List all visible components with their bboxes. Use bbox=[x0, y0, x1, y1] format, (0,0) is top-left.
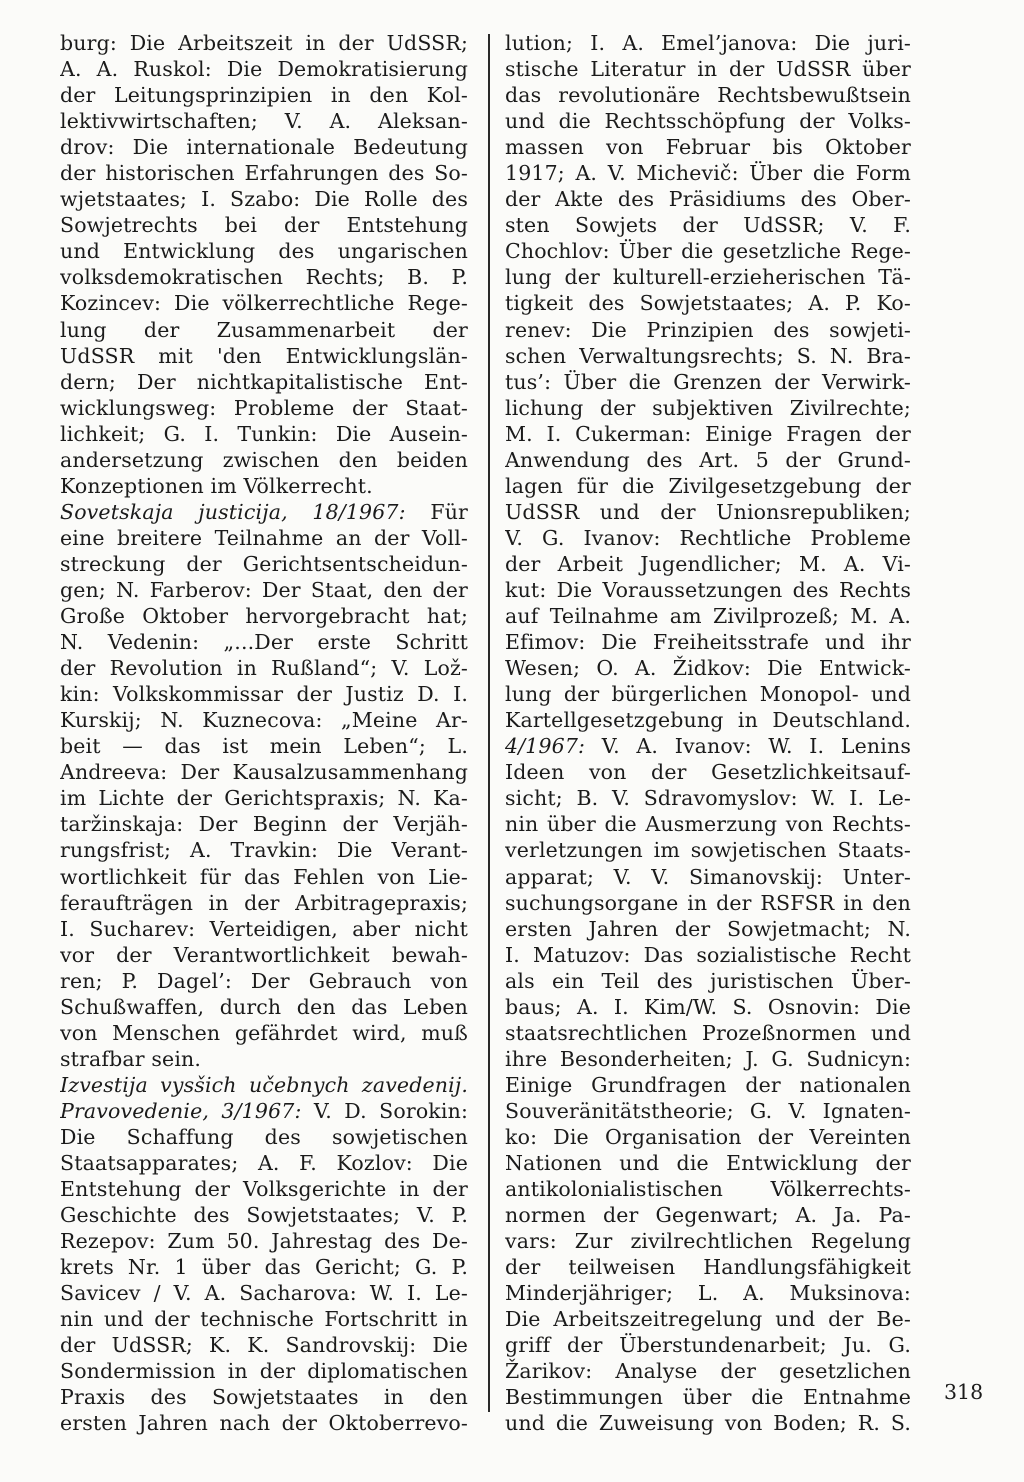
line-text: vor der Verantwortlichkeit bewah- bbox=[60, 942, 468, 967]
line-text: wicklungsweg: Probleme der Staat- bbox=[60, 395, 468, 420]
line-text: kin: Volkskommissar der Justiz D. I. bbox=[60, 682, 468, 707]
text-line bbox=[505, 447, 911, 473]
text-line bbox=[505, 421, 911, 447]
text-line bbox=[60, 1046, 468, 1072]
line-text: ersten Jahren der Sowjetmacht; N. bbox=[505, 916, 911, 941]
line-text: Kartellgesetzgebung in Deutschland. bbox=[505, 708, 911, 733]
text-line bbox=[505, 343, 911, 369]
text-line bbox=[60, 499, 468, 525]
journal-citation: Sovetskaja justicija, 18/1967: bbox=[60, 499, 406, 524]
line-text: krets Nr. 1 über das Gericht; G. P. bbox=[60, 1255, 468, 1280]
text-line bbox=[505, 1124, 911, 1150]
text-line bbox=[505, 577, 911, 603]
text-line bbox=[505, 290, 911, 316]
line-text: streckung der Gerichtsentscheidun- bbox=[60, 551, 468, 576]
line-text: als ein Teil des juristischen Über- bbox=[505, 968, 911, 993]
line-text: Bestimmungen über die Entnahme bbox=[505, 1385, 911, 1410]
text-line bbox=[60, 1202, 468, 1228]
text-line bbox=[505, 186, 911, 212]
text-line bbox=[60, 343, 468, 369]
right-column bbox=[505, 30, 911, 1437]
text-line bbox=[505, 551, 911, 577]
line-text: Wesen; O. A. Židkov: Die Entwick- bbox=[505, 656, 911, 681]
line-text: 1917; A. V. Michevič: Über die Form bbox=[505, 161, 911, 186]
text-line bbox=[505, 1254, 911, 1280]
line-text: burg: Die Arbeitszeit in der UdSSR; bbox=[60, 31, 468, 55]
journal-citation: Izvestija vysšich učebnych zavedenij. bbox=[60, 1072, 468, 1097]
line-text: taržinskaja: Der Beginn der Verjäh- bbox=[60, 812, 468, 837]
line-text: und die Rechtsschöpfung der Volks- bbox=[505, 109, 911, 134]
text-line bbox=[60, 994, 468, 1020]
line-text: Savicev / V. A. Sacharova: W. I. Le- bbox=[60, 1281, 468, 1306]
line-text: ren; P. Dagel’: Der Gebrauch von bbox=[60, 968, 468, 993]
line-text: lution; I. A. Emel’janova: Die juri- bbox=[505, 31, 911, 55]
text-line bbox=[60, 160, 468, 186]
text-line bbox=[60, 238, 468, 264]
text-line bbox=[60, 447, 468, 473]
text-line bbox=[60, 655, 468, 681]
line-text: beit — das ist mein Leben“; L. bbox=[60, 734, 468, 759]
text-line bbox=[505, 864, 911, 890]
line-text: Die Arbeitszeitregelung und der Be- bbox=[505, 1307, 911, 1332]
text-line bbox=[60, 551, 468, 577]
line-text: vars: Zur zivilrechtlichen Regelung bbox=[505, 1229, 911, 1254]
text-line bbox=[505, 264, 911, 290]
text-line bbox=[505, 30, 911, 56]
line-text: und die Zuweisung von Boden; R. S. bbox=[505, 1411, 911, 1436]
text-line bbox=[60, 1020, 468, 1046]
text-line bbox=[505, 681, 911, 707]
line-text: stische Literatur in der UdSSR über bbox=[505, 57, 911, 82]
line-text: strafbar sein. bbox=[60, 1046, 202, 1071]
text-line bbox=[505, 525, 911, 551]
line-text: der Akte des Präsidiums des Ober- bbox=[505, 187, 911, 212]
text-line bbox=[505, 916, 911, 942]
text-line bbox=[505, 160, 911, 186]
line-text: suchungsorgane in der RSFSR in den bbox=[505, 890, 911, 915]
text-line bbox=[60, 629, 468, 655]
line-text: volksdemokratischen Rechts; B. P. bbox=[60, 265, 468, 290]
text-line bbox=[505, 968, 911, 994]
text-line bbox=[60, 369, 468, 395]
text-line bbox=[505, 759, 911, 785]
text-line bbox=[505, 1072, 911, 1098]
text-line bbox=[505, 707, 911, 733]
text-line bbox=[60, 707, 468, 733]
line-text: I. Matuzov: Das sozialistische Recht bbox=[505, 942, 911, 967]
text-line bbox=[505, 811, 911, 837]
line-text: Staatsapparates; A. F. Kozlov: Die bbox=[60, 1151, 468, 1176]
line-text: von Menschen gefährdet wird, muß bbox=[60, 1020, 468, 1045]
line-text: I. Sucharev: Verteidigen, aber nicht bbox=[60, 916, 468, 941]
line-text: normen der Gegenwart; A. Ja. Pa- bbox=[505, 1203, 911, 1228]
line-text: lagen für die Zivilgesetzgebung der bbox=[505, 473, 911, 498]
line-text: V. D. Sorokin: bbox=[301, 1098, 468, 1123]
line-text: der Leitungsprinzipien in den Kol- bbox=[60, 83, 468, 108]
line-text: tigkeit des Sowjetstaates; A. P. Ko- bbox=[505, 291, 911, 316]
line-text: Souveränitätstheorie; G. V. Ignaten- bbox=[505, 1098, 911, 1123]
line-text: UdSSR mit 'den Entwicklungslän- bbox=[60, 343, 468, 368]
text-line bbox=[60, 421, 468, 447]
line-text: Sondermission in der diplomatischen bbox=[60, 1359, 468, 1384]
line-text: Einige Grundfragen der nationalen bbox=[505, 1072, 911, 1097]
line-text: wortlichkeit für das Fehlen von Lie- bbox=[60, 864, 468, 889]
text-line bbox=[60, 56, 468, 82]
page-number: 318 bbox=[944, 1380, 984, 1404]
line-text: wjetstaates; I. Szabo: Die Rolle des bbox=[60, 187, 468, 212]
line-text: griff der Überstundenarbeit; Ju. G. bbox=[505, 1333, 911, 1358]
line-text: sten Sowjets der UdSSR; V. F. bbox=[505, 213, 911, 238]
line-text: massen von Februar bis Oktober bbox=[505, 135, 911, 160]
text-line bbox=[60, 134, 468, 160]
line-text: V. G. Ivanov: Rechtliche Probleme bbox=[505, 525, 911, 550]
line-text: der Revolution in Rußland“; V. Lož- bbox=[60, 656, 468, 681]
line-text: feraufträgen in der Arbitragepraxis; bbox=[60, 890, 468, 915]
line-text: Ideen von der Gesetzlichkeitsauf- bbox=[505, 760, 911, 785]
text-line bbox=[505, 733, 911, 759]
line-text: Geschichte des Sowjetstaates; V. P. bbox=[60, 1203, 468, 1228]
line-text: lung der kulturell-erzieherischen Tä- bbox=[505, 265, 911, 290]
text-line bbox=[505, 238, 911, 264]
text-line bbox=[60, 264, 468, 290]
text-line bbox=[60, 1228, 468, 1254]
line-text: lichung der subjektiven Zivilrechte; bbox=[505, 395, 911, 420]
text-line bbox=[505, 1046, 911, 1072]
text-line bbox=[60, 1098, 468, 1124]
text-line bbox=[505, 942, 911, 968]
line-text: der UdSSR; K. K. Sandrovskij: Die bbox=[60, 1333, 468, 1358]
text-line bbox=[505, 395, 911, 421]
line-text: drov: Die internationale Bedeutung bbox=[60, 135, 468, 160]
text-line bbox=[60, 1124, 468, 1150]
line-text: Praxis des Sowjetstaates in den bbox=[60, 1385, 468, 1410]
line-text: im Lichte der Gerichtspraxis; N. Ka- bbox=[60, 786, 468, 811]
line-text: N. Vedenin: „...Der erste Schritt bbox=[60, 630, 468, 655]
text-line bbox=[60, 733, 468, 759]
text-line bbox=[505, 56, 911, 82]
text-line bbox=[505, 629, 911, 655]
line-text: Große Oktober hervorgebracht hat; bbox=[60, 604, 468, 629]
text-line bbox=[505, 134, 911, 160]
line-text: auf Teilnahme am Zivilprozeß; M. A. bbox=[505, 604, 911, 629]
text-line bbox=[60, 1410, 468, 1436]
line-text: ko: Die Organisation der Vereinten bbox=[505, 1124, 911, 1149]
line-text: Die Schaffung des sowjetischen bbox=[60, 1124, 468, 1149]
text-line bbox=[505, 1176, 911, 1202]
line-text: lichkeit; G. I. Tunkin: Die Ausein- bbox=[60, 421, 468, 446]
text-line bbox=[505, 785, 911, 811]
line-text: schen Verwaltungsrechts; S. N. Bra- bbox=[505, 343, 911, 368]
text-line bbox=[60, 759, 468, 785]
text-line bbox=[60, 82, 468, 108]
text-line bbox=[505, 1384, 911, 1410]
line-text: Efimov: Die Freiheitsstrafe und ihr bbox=[505, 630, 911, 655]
line-text: Žarikov: Analyse der gesetzlichen bbox=[505, 1359, 911, 1384]
text-line bbox=[60, 890, 468, 916]
text-line bbox=[60, 681, 468, 707]
text-line bbox=[60, 837, 468, 863]
line-text: Für bbox=[405, 499, 468, 524]
text-line bbox=[60, 916, 468, 942]
line-text: lektivwirtschaften; V. A. Aleksan- bbox=[60, 109, 468, 134]
line-text: V. A. Ivanov: W. I. Lenins bbox=[585, 734, 911, 759]
journal-citation: 4/1967: bbox=[505, 734, 586, 759]
text-line bbox=[60, 968, 468, 994]
line-text: apparat; V. V. Simanovskij: Unter- bbox=[505, 864, 911, 889]
line-text: baus; A. I. Kim/W. S. Osnovin: Die bbox=[505, 994, 911, 1019]
line-text: UdSSR und der Unionsrepubliken; bbox=[505, 499, 911, 524]
text-line bbox=[505, 1202, 911, 1228]
text-line bbox=[60, 212, 468, 238]
line-text: und Entwicklung des ungarischen bbox=[60, 239, 468, 264]
journal-citation: Pravovedenie, 3/1967: bbox=[60, 1098, 302, 1123]
line-text: gen; N. Farberov: Der Staat, den der bbox=[60, 577, 468, 602]
text-line bbox=[60, 864, 468, 890]
text-line bbox=[60, 811, 468, 837]
line-text: Kurskij; N. Kuznecova: „Meine Ar- bbox=[60, 708, 468, 733]
text-line bbox=[505, 837, 911, 863]
line-text: ersten Jahren nach der Oktoberrevo- bbox=[60, 1411, 468, 1436]
text-line bbox=[60, 1332, 468, 1358]
line-text: renev: Die Prinzipien des sowjeti- bbox=[505, 317, 911, 342]
text-line bbox=[60, 473, 468, 499]
left-column bbox=[60, 30, 468, 1437]
line-text: Andreeva: Der Kausalzusammenhang bbox=[60, 760, 468, 785]
text-line bbox=[505, 1332, 911, 1358]
line-text: Anwendung des Art. 5 der Grund- bbox=[505, 447, 911, 472]
line-text: kut: Die Voraussetzungen des Rechts bbox=[505, 577, 911, 602]
line-text: eine breitere Teilnahme an der Voll- bbox=[60, 525, 468, 550]
line-text: Konzeptionen im Völkerrecht. bbox=[60, 473, 373, 498]
line-text: andersetzung zwischen den beiden bbox=[60, 447, 468, 472]
line-text: Kozincev: Die völkerrechtliche Rege- bbox=[60, 291, 468, 316]
line-text: Minderjähriger; L. A. Muksinova: bbox=[505, 1281, 911, 1306]
text-line bbox=[505, 1410, 911, 1436]
line-text: antikolonialistischen Völkerrechts- bbox=[505, 1177, 911, 1202]
line-text: das revolutionäre Rechtsbewußtsein bbox=[505, 83, 911, 108]
line-text: Schußwaffen, durch den das Leben bbox=[60, 994, 468, 1019]
line-text: nin und der technische Fortschritt in bbox=[60, 1307, 468, 1332]
line-text: Sowjetrechts bei der Entstehung bbox=[60, 213, 468, 238]
text-line bbox=[505, 655, 911, 681]
text-line bbox=[60, 395, 468, 421]
text-line bbox=[60, 1358, 468, 1384]
line-text: tus’: Über die Grenzen der Verwirk- bbox=[505, 369, 911, 394]
line-text: ihre Besonderheiten; J. G. Sudnicyn: bbox=[505, 1046, 911, 1071]
text-line bbox=[60, 108, 468, 134]
text-line bbox=[60, 525, 468, 551]
line-text: Rezepov: Zum 50. Jahrestag des De- bbox=[60, 1229, 468, 1254]
text-line bbox=[505, 1228, 911, 1254]
text-line bbox=[505, 108, 911, 134]
text-line bbox=[505, 1280, 911, 1306]
text-line bbox=[505, 473, 911, 499]
text-line bbox=[60, 1150, 468, 1176]
text-line bbox=[505, 1098, 911, 1124]
text-line bbox=[60, 186, 468, 212]
line-text: A. A. Ruskol: Die Demokratisierung bbox=[60, 57, 468, 82]
line-text: der Arbeit Jugendlicher; M. A. Vi- bbox=[505, 551, 911, 576]
text-line bbox=[60, 1306, 468, 1332]
text-line bbox=[60, 290, 468, 316]
text-line bbox=[60, 1072, 468, 1098]
line-text: sicht; B. V. Sdravomyslov: W. I. Le- bbox=[505, 786, 911, 811]
line-text: rungsfrist; A. Travkin: Die Verant- bbox=[60, 838, 468, 863]
column-divider bbox=[488, 34, 490, 1412]
line-text: der teilweisen Handlungsfähigkeit bbox=[505, 1255, 911, 1280]
text-line bbox=[505, 1306, 911, 1332]
line-text: verletzungen im sowjetischen Staats- bbox=[505, 838, 911, 863]
text-line bbox=[60, 1280, 468, 1306]
text-line bbox=[505, 994, 911, 1020]
text-line bbox=[505, 603, 911, 629]
line-text: nin über die Ausmerzung von Rechts- bbox=[505, 812, 911, 837]
line-text: Nationen und die Entwicklung der bbox=[505, 1151, 911, 1176]
text-line bbox=[505, 82, 911, 108]
text-line bbox=[60, 317, 468, 343]
text-line bbox=[60, 603, 468, 629]
text-line bbox=[60, 1176, 468, 1202]
line-text: dern; Der nichtkapitalistische Ent- bbox=[60, 369, 468, 394]
line-text: Chochlov: Über die gesetzliche Rege- bbox=[505, 239, 911, 264]
line-text: Entstehung der Volksgerichte in der bbox=[60, 1177, 468, 1202]
text-line bbox=[60, 1384, 468, 1410]
text-line bbox=[505, 317, 911, 343]
text-line bbox=[505, 212, 911, 238]
line-text: staatsrechtlichen Prozeßnormen und bbox=[505, 1020, 911, 1045]
text-line bbox=[60, 785, 468, 811]
line-text: lung der bürgerlichen Monopol- und bbox=[505, 682, 911, 707]
text-line bbox=[60, 30, 468, 56]
line-text: M. I. Cukerman: Einige Fragen der bbox=[505, 421, 911, 446]
text-line bbox=[505, 1358, 911, 1384]
line-text: lung der Zusammenarbeit der bbox=[60, 317, 468, 342]
text-line bbox=[505, 890, 911, 916]
text-line bbox=[505, 369, 911, 395]
text-line bbox=[60, 942, 468, 968]
text-line bbox=[505, 499, 911, 525]
text-line bbox=[505, 1150, 911, 1176]
text-line bbox=[505, 1020, 911, 1046]
line-text: der historischen Erfahrungen des So- bbox=[60, 161, 468, 186]
text-line bbox=[60, 577, 468, 603]
text-line bbox=[60, 1254, 468, 1280]
